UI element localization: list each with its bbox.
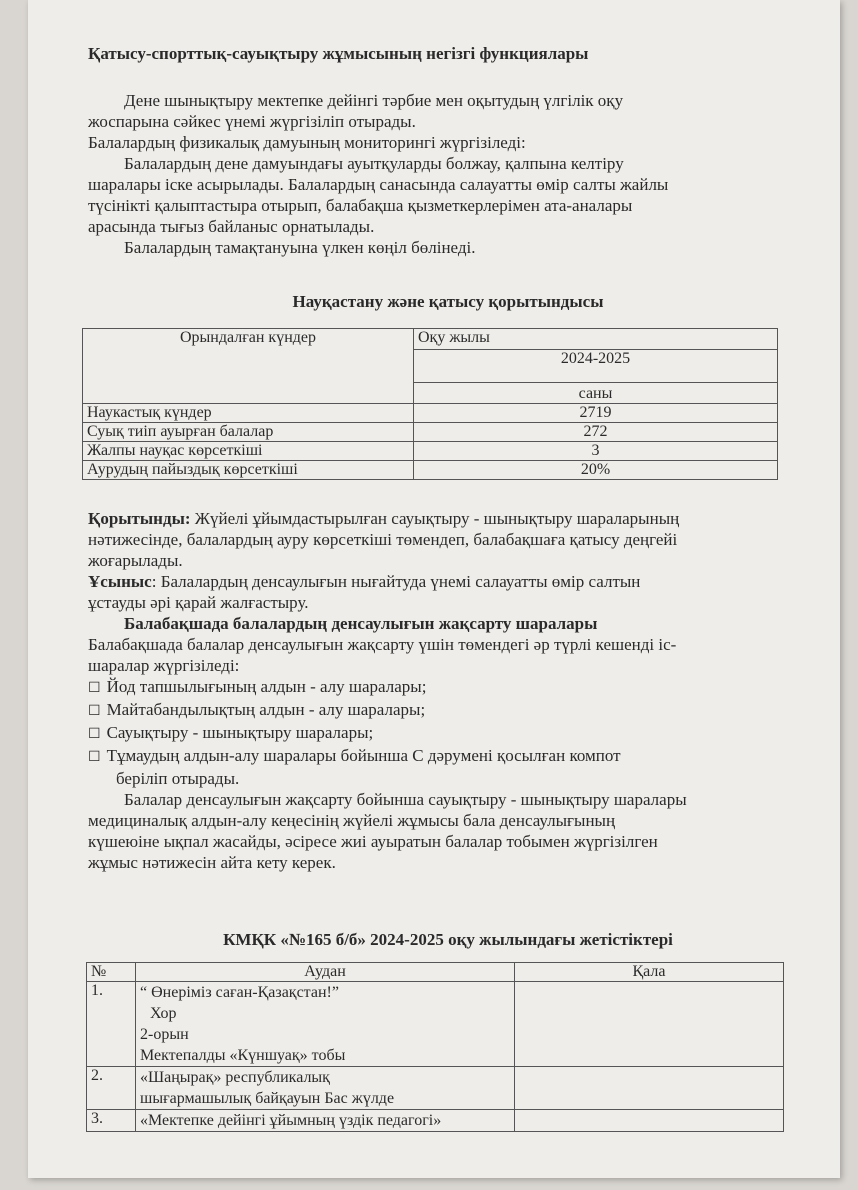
paragraph-line: Дене шынықтыру мектепке дейінгі тәрбие мен оқытудың үлгілік оқу <box>124 91 624 110</box>
cell-line: Хор <box>150 1005 177 1022</box>
paragraph-line: түсінікті қалыптастыра отырып, балабақша қызметкерлерімен ата-аналары <box>88 196 633 215</box>
row-value: 2719 <box>414 404 778 423</box>
conclusion-label: Қорытынды: <box>88 509 191 528</box>
row-value: 3 <box>414 442 778 461</box>
cell-line: «Мектепке дейінгі ұйымның үздік педагогі» <box>136 1110 515 1132</box>
paragraph-line: жоспарына сәйкес үнемі жүргізіліп отырады. <box>88 112 416 131</box>
cell-line: “ Өнеріміз саған-Қазақстан!” <box>140 984 339 1001</box>
count-label-cell: саны <box>414 382 778 403</box>
list-item: ☐ Майтабандылықтың алдын - алу шаралары; <box>88 699 808 722</box>
table-row <box>87 982 784 1067</box>
paragraph-line: медициналық алдын-алу кеңесінің жүйелі жұмысы бала денсаулығының <box>88 811 616 830</box>
empty-cell <box>515 982 784 1067</box>
list-item: ☐ Тұмаудың алдын-алу шаралары бойынша С дәрумені қосылған компот <box>88 745 808 768</box>
cell-line: Мектепалды «Күншуақ» тобы <box>140 1047 346 1064</box>
paragraph-line: арасында тығыз байланыс орнатылады. <box>88 217 375 236</box>
table-row <box>87 1110 784 1132</box>
empty-cell <box>515 1110 784 1132</box>
health-intro: Балабақшада балалар денсаулығын жақсарту үшін төмендегі әр түрлі кешенді іс- <box>88 635 677 654</box>
conclusion-line: нәтижесінде, балалардың ауру көрсеткіші төмендеп, балабақшаға қатысу деңгейі <box>88 530 678 549</box>
paragraph-line: Балалардың физикалық дамуының мониторингі жүргізіледі: <box>88 133 526 152</box>
proposal-line: ұстауды әрі қарай жалғастыру. <box>88 593 309 612</box>
health-title: Балабақшада балалардың денсаулығын жақсарту шаралары <box>124 614 598 633</box>
row-num: 3. <box>87 1110 136 1132</box>
col-header-city: Қала <box>515 963 784 982</box>
paragraph-line: жұмыс нәтижесін айта кету керек. <box>88 853 336 872</box>
proposal-line: Ұсыныс: Балалардың денсаулығын нығайтуда үнемі салауатты өмір салтын <box>88 572 641 591</box>
row-label: Суық тиіп ауырған балалар <box>83 423 414 442</box>
col-header-days: Орындалған күндер <box>83 329 414 404</box>
cell-line: шығармашылық байқауын Бас жүлде <box>140 1090 395 1107</box>
row-label: Наукастық күндер <box>83 404 414 423</box>
section-functions <box>88 44 808 258</box>
table-row <box>87 1067 784 1110</box>
row-num: 2. <box>87 1067 136 1110</box>
paragraph-line: күшеюіне ықпал жасайды, әсіресе жиі ауыратын балалар тобымен жүргізілген <box>88 832 658 851</box>
table-row <box>83 423 778 442</box>
row-value: 272 <box>414 423 778 442</box>
table-row <box>83 442 778 461</box>
achievements-table <box>86 962 784 1132</box>
year-cell: 2024-2025 <box>414 350 778 382</box>
paragraph-line: Балалар денсаулығын жақсарту бойынша сауықтыру - шынықтыру шаралары <box>124 790 687 809</box>
proposal-label: Ұсыныс <box>88 572 152 591</box>
col-header-year: Оқу жылы <box>414 329 778 350</box>
empty-cell <box>515 1067 784 1110</box>
table2-title: КМҚК «№165 б/б» 2024-2025 оқу жылындағы жетістіктері <box>223 930 673 949</box>
conclusion-line: Қорытынды: Жүйелі ұйымдастырылған сауықтыру - шынықтыру шараларының <box>88 509 680 528</box>
paragraph-line: Балалардың тамақтануына үлкен көңіл бөлінеді. <box>124 238 476 257</box>
paragraph-line: Балалардың дене дамуындағы ауытқуларды болжау, қалпына келтіру <box>124 154 624 173</box>
list-item-continuation: беріліп отырады. <box>116 769 240 788</box>
document-page <box>28 0 840 1178</box>
row-label: Аурудың пайыздық көрсеткіші <box>83 461 414 480</box>
col-header-district: Аудан <box>136 963 515 982</box>
table-row <box>83 461 778 480</box>
table1-title: Науқастану және қатысу қорытындысы <box>292 292 604 311</box>
cell-line: 2-орын <box>140 1026 189 1043</box>
morbidity-table <box>82 328 778 480</box>
col-header-num: № <box>87 963 136 982</box>
row-value: 20% <box>414 461 778 480</box>
table-row <box>83 404 778 423</box>
health-intro: шаралар жүргізіледі: <box>88 656 240 675</box>
row-num: 1. <box>87 982 136 1067</box>
paragraph-line: шаралары іске асырылады. Балалардың санасында салауатты өмір салты жайлы <box>88 175 669 194</box>
section-title: Қатысу-спорттық-сауықтыру жұмысының негізгі функциялары <box>88 44 589 63</box>
row-label: Жалпы науқас көрсеткіші <box>83 442 414 461</box>
list-item: ☐ Сауықтыру - шынықтыру шаралары; <box>88 722 808 745</box>
section-conclusion <box>88 508 808 873</box>
list-item: ☐ Йод тапшылығының алдын - алу шаралары; <box>88 676 808 699</box>
conclusion-line: жоғарылады. <box>88 551 183 570</box>
cell-line: «Шаңырақ» республикалық <box>140 1069 330 1086</box>
